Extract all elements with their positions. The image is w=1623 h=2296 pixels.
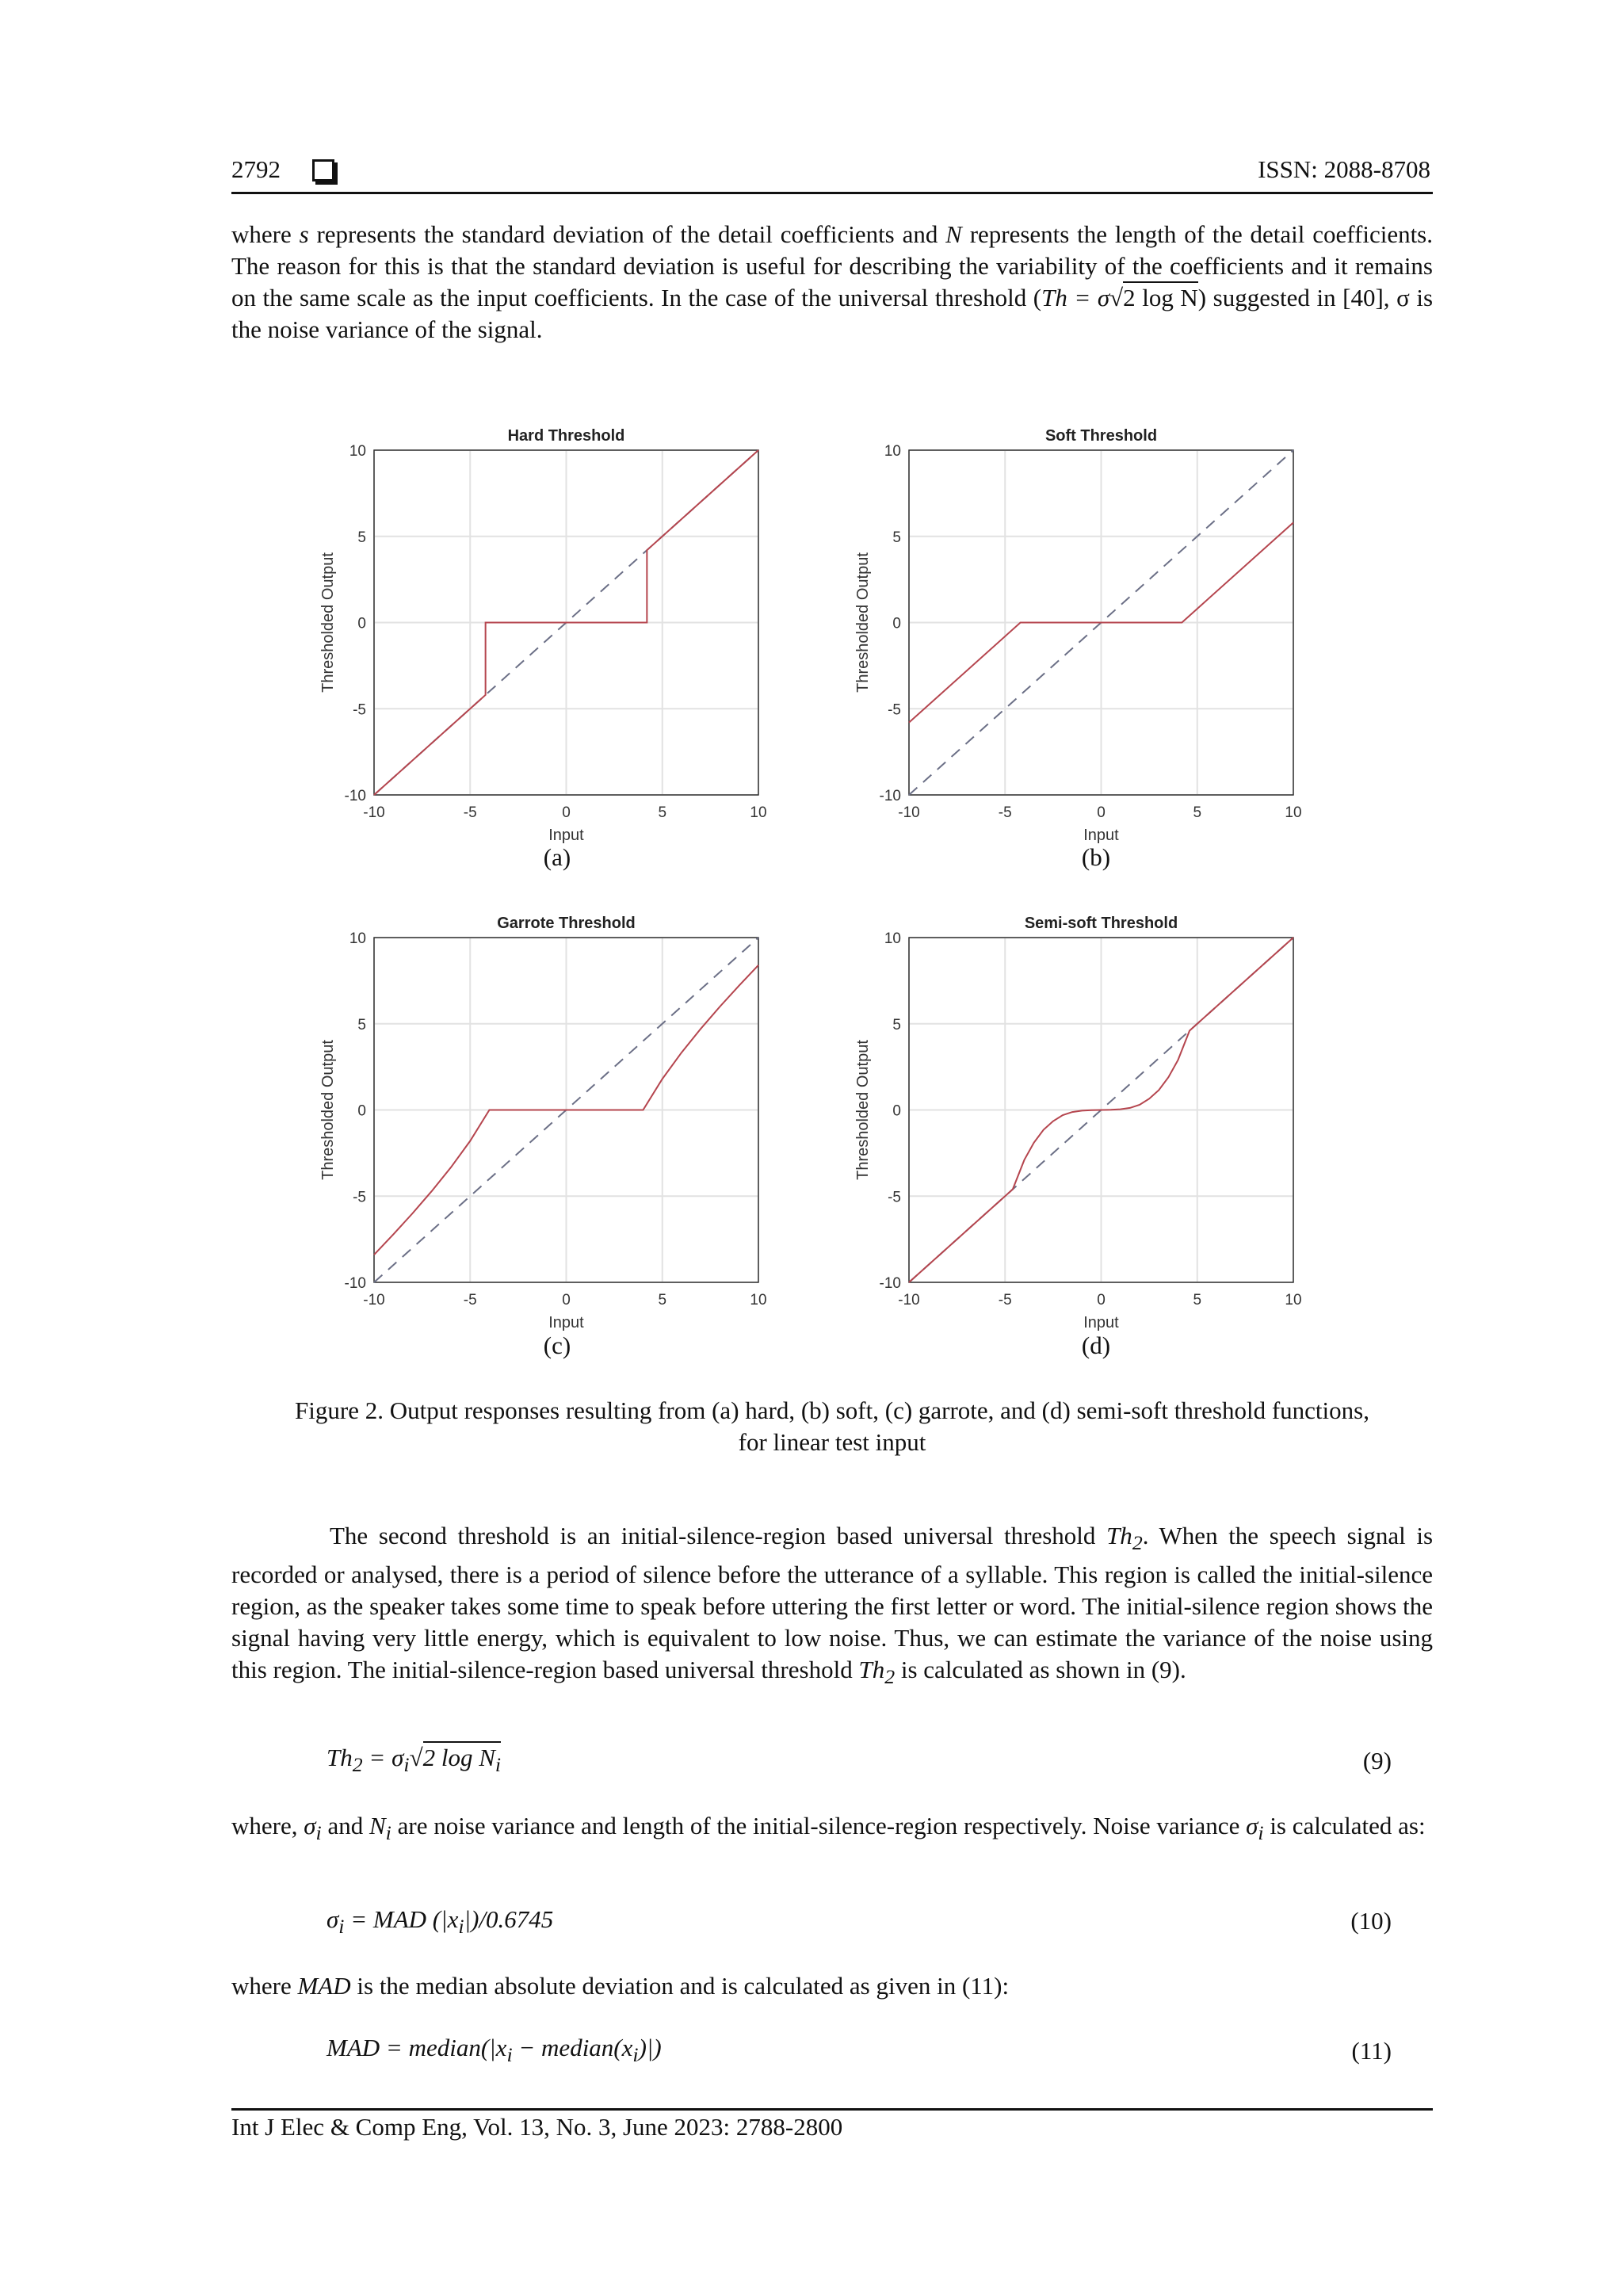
y-tick-label: 5 — [892, 1016, 901, 1033]
x-tick-label: 10 — [750, 804, 767, 821]
universal-threshold-lhs: Th = σ — [1041, 284, 1110, 311]
x-tick-label: 10 — [1285, 1292, 1302, 1308]
y-axis-label: Thresholded Output — [319, 1040, 337, 1180]
y-tick-label: 10 — [884, 930, 901, 947]
figure-caption — [231, 1395, 1433, 1458]
x-tick-label: 5 — [1193, 1292, 1202, 1308]
x-tick-label: -5 — [463, 804, 477, 821]
x-axis-label: Input — [548, 827, 584, 844]
th2-subscript: 2 — [1132, 1531, 1143, 1555]
chart-title: Garrote Threshold — [497, 915, 636, 932]
x-tick-label: -10 — [898, 804, 920, 821]
sublabel-d: (d) — [1081, 1331, 1111, 1359]
symbol-s: s — [299, 220, 309, 248]
y-tick-label: 0 — [892, 1102, 901, 1120]
y-tick-label: 0 — [357, 615, 366, 632]
universal-threshold-radicand: 2 log N — [1123, 281, 1198, 311]
y-tick-label: -10 — [344, 1275, 366, 1292]
eq10-mad: = MAD (|x — [344, 1905, 459, 1933]
y-axis-label: Thresholded Output — [854, 1040, 872, 1180]
equation-10-number: (10) — [1350, 1907, 1392, 1935]
y-tick-label: -5 — [888, 701, 901, 719]
x-tick-label: 5 — [1193, 804, 1202, 821]
hard-threshold-chart — [301, 412, 808, 856]
equation-9-number: (9) — [1362, 1747, 1392, 1775]
y-tick-label: -5 — [353, 1189, 366, 1206]
x-tick-label: 10 — [1285, 804, 1302, 821]
x-tick-label: 0 — [562, 804, 571, 821]
eq11-sub: i — [632, 2043, 639, 2067]
y-tick-label: -10 — [344, 788, 366, 804]
x-tick-label: -10 — [898, 1292, 920, 1308]
th2-symbol: Th — [1106, 1522, 1132, 1549]
body-text: where — [231, 1972, 292, 2000]
x-tick-label: 0 — [1097, 1292, 1106, 1308]
y-tick-label: -10 — [879, 1275, 901, 1292]
equation-11-number: (11) — [1351, 2037, 1392, 2065]
y-tick-label: -10 — [879, 788, 901, 804]
x-tick-label: -5 — [463, 1292, 477, 1308]
chart-title: Hard Threshold — [507, 427, 625, 445]
x-tick-label: 0 — [1097, 804, 1106, 821]
square-box-icon — [312, 159, 334, 181]
eq11-sub: i — [506, 2043, 513, 2067]
threshold-paragraph — [231, 1520, 1433, 1693]
caption-line-2: for linear test input — [738, 1428, 926, 1456]
x-tick-label: 0 — [562, 1292, 571, 1308]
soft-threshold-chart — [836, 412, 1343, 856]
x-axis-label: Input — [548, 1314, 584, 1331]
body-text: The second threshold is an initial-silence-region based universal threshold — [330, 1522, 1096, 1549]
garrote-threshold-chart — [301, 900, 808, 1343]
y-tick-label: 5 — [892, 529, 901, 546]
y-axis-label: Thresholded Output — [854, 552, 872, 693]
y-axis-label: Thresholded Output — [319, 552, 337, 693]
intro-text: represents the standard deviation of the detail coefficients and — [316, 220, 938, 248]
page-header-left — [231, 155, 334, 184]
x-tick-label: 5 — [658, 1292, 667, 1308]
x-axis-label: Input — [1083, 1314, 1119, 1331]
eq11-b: − median(x — [512, 2034, 633, 2061]
body-text: is the median absolute deviation and is calculated as given in (11): — [357, 1972, 1010, 2000]
n-subscript: i — [385, 1821, 391, 1845]
equation-10 — [327, 1905, 553, 1939]
x-tick-label: 10 — [750, 1292, 767, 1308]
equation-9: $Th_2 = \sigma_i√2$ $\log N_i$ — [327, 1744, 501, 1777]
sigma-symbol: σ — [1246, 1812, 1258, 1839]
journal-footer: Int J Elec & Comp Eng, Vol. 13, No. 3, June 2023: 2788-2800 — [231, 2113, 843, 2141]
body-text: is calculated as shown in (9). — [900, 1656, 1186, 1684]
y-tick-label: 10 — [884, 443, 901, 460]
eq11-c: )|) — [638, 2034, 662, 2061]
eq10-sigma-sub: i — [338, 1915, 345, 1939]
eq10-tail: |)/0.6745 — [464, 1905, 554, 1933]
eq9-mid: = σ — [362, 1744, 404, 1771]
sublabel-b: (b) — [1081, 843, 1111, 871]
sigma-symbol: σ — [304, 1812, 316, 1839]
header-rule — [231, 192, 1433, 194]
body-text: is calculated as: — [1270, 1812, 1426, 1839]
eq10-sigma: σ — [327, 1905, 339, 1933]
body-text: are noise variance and length of the initial-silence-region respectively. Noise variance — [397, 1812, 1240, 1839]
issn: ISSN: 2088-8708 — [1258, 155, 1430, 183]
sublabel-c: (c) — [543, 1331, 571, 1359]
body-text: where, — [231, 1812, 298, 1839]
th2-subscript: 2 — [884, 1665, 896, 1689]
th2-symbol: Th — [858, 1656, 885, 1684]
n-symbol: N — [369, 1812, 386, 1839]
symbol-n: N — [945, 220, 962, 248]
intro-text: where — [231, 220, 292, 248]
y-tick-label: 10 — [349, 443, 366, 460]
y-tick-label: -5 — [888, 1189, 901, 1206]
y-tick-label: 5 — [357, 1016, 366, 1033]
x-axis-label: Input — [1083, 827, 1119, 844]
mad-symbol: MAD — [297, 1972, 351, 2000]
intro-paragraph: where s represents the standard deviation of the detail coefficients and N represents the length of the detail coefficients. The reason for this is that the standard deviation is useful for describing the variability of the coefficients and it remains on the same scale as the input coefficients. In the case of the universal threshold (Th = σ√2 log N) suggested in [40], σ is the noise variance of the signal. — [231, 220, 1434, 343]
page-number: 2792 — [231, 155, 281, 183]
eq9-radicand: 2 log N — [422, 1744, 495, 1771]
y-tick-label: 10 — [349, 930, 366, 947]
y-tick-label: 0 — [892, 615, 901, 632]
intro-text: represents the length of the detail coefficients. The reason for this is that the standard deviation is useful for describing the variability of the coefficients and it remains on the same scale as the input coefficients. In the case of the universal threshold ( — [231, 220, 1434, 311]
sigma-subscript: i — [1258, 1821, 1264, 1845]
x-tick-label: -10 — [363, 1292, 385, 1308]
x-tick-label: -5 — [998, 1292, 1012, 1308]
body-text: . When the speech signal is recorded or analysed, there is a period of silence before the utterance of a syllable. This region is called the initial-silence region, as the speaker takes some time to speak before uttering the first letter or word. The initial-silence region shows the signal having very little energy, which is equivalent to low noise. Thus, we can estimate the variance of the noise using this region. The initial-silence-region based universal threshold — [231, 1522, 1434, 1684]
noise-variance-paragraph — [231, 1810, 1433, 1849]
eq9-lhs-sub: 2 — [352, 1753, 363, 1777]
sigma-subscript: i — [315, 1821, 322, 1845]
body-text: and — [327, 1812, 364, 1839]
intro-text: ) suggested in [40], σ is the noise variance of the signal. — [231, 284, 1434, 343]
chart-title: Soft Threshold — [1044, 427, 1158, 445]
eq11-a: MAD = median(|x — [327, 2034, 507, 2061]
chart-title: Semi-soft Threshold — [1024, 915, 1178, 932]
caption-line-1: Figure 2. Output responses resulting from (a) hard, (b) soft, (c) garrote, and (d) semi-soft threshold functions, — [295, 1396, 1369, 1424]
eq10-x-sub: i — [458, 1915, 464, 1939]
x-tick-label: -5 — [998, 804, 1012, 821]
x-tick-label: -10 — [363, 804, 385, 821]
mad-paragraph — [231, 1970, 1433, 2002]
y-tick-label: -5 — [353, 701, 366, 719]
x-tick-label: 5 — [658, 804, 667, 821]
y-tick-label: 5 — [357, 529, 366, 546]
y-tick-label: 0 — [357, 1102, 366, 1120]
semi-soft-threshold-chart — [836, 900, 1343, 1343]
eq9-mid-sub: i — [403, 1753, 410, 1777]
sublabel-a: (a) — [543, 843, 571, 871]
equation-11 — [327, 2034, 662, 2067]
eq9-radicand-sub: i — [495, 1753, 502, 1777]
eq9-lhs: Th — [327, 1744, 353, 1771]
footer-rule — [231, 2108, 1433, 2111]
